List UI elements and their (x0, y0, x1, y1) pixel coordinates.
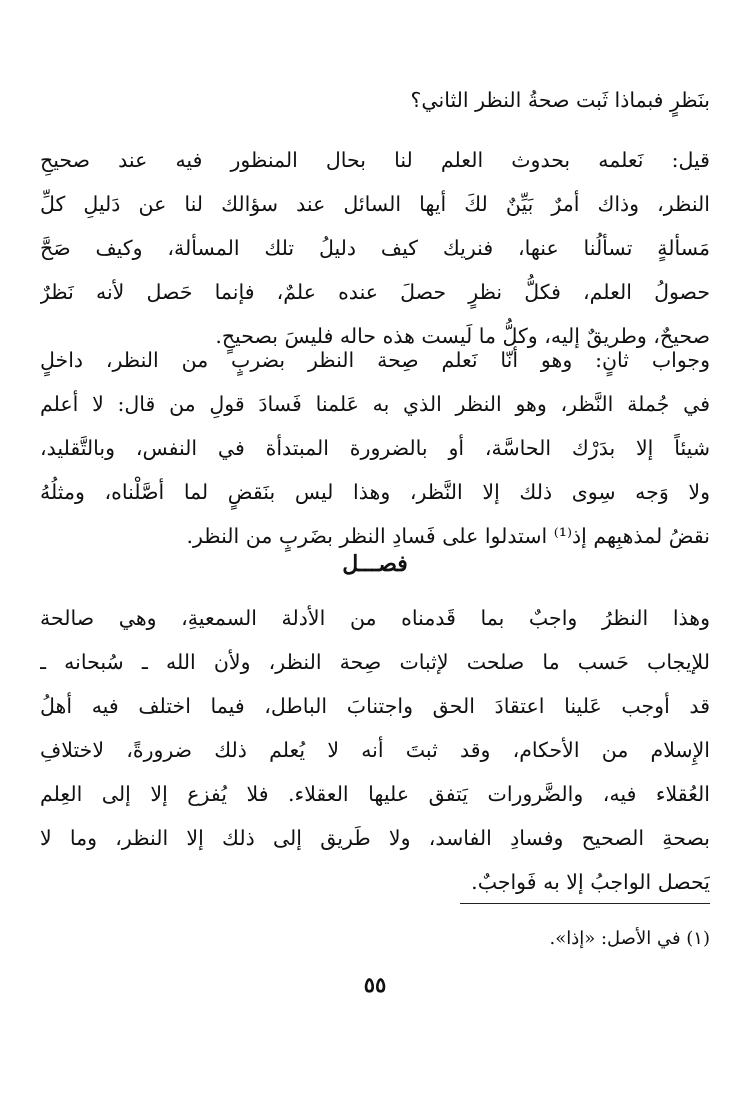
text-line: مَسألةٍ تسألُنا عنها، فنريك كيف دليلُ تلك المسألة، وكيف صَحَّ (40, 236, 710, 260)
page-number: ٥٥ (363, 972, 387, 997)
text-line: قيل: نَعلمه بحدوث العلم لنا بحال المنظور فيه عند صحيحِ (40, 148, 710, 172)
text-line: شيئاً إلا بدَرْك الحاسَّة، أو بالضرورة المبتدأة في النفس، وبالتَّقليد، (40, 436, 710, 460)
text-line: يَحصل الواجبُ إلا به فَواجبٌ. (471, 870, 710, 894)
text-line: في جُملة النَّظر، وهو النظر الذي به عَلمنا فَسادَ قولِ من قال: لا أعلم (40, 392, 710, 416)
footnote: (١) في الأصل: «إذا». (549, 928, 710, 949)
paragraph-2 (40, 138, 710, 358)
text-line: للإيجاب حَسب ما صلحت لإثبات صِحة النظر، ولأن الله ـ سُبحانه ـ (40, 650, 710, 674)
text-line: صحيحٌ، وطريقٌ إليه، وكلُّ ما لَيست هذه حاله فليسَ بصحيحٍ. (215, 324, 710, 348)
text-line: العُقلاء فيه، والضَّرورات يَتفق عليها العقلاء. فلا يُفزع إلا إلى العِلم (40, 782, 710, 806)
footnote-separator (460, 903, 710, 904)
text-line: قد أوجب عَلينا اعتقادَ الحق واجتنابَ الباطل، فيما اختلف فيه أهلُ (40, 694, 710, 718)
paragraph-1 (40, 78, 710, 122)
text-line: بصحةِ الصحيح وفسادِ الفاسد، ولا طَريق إلى ذلك إلا النظر، وما لا (40, 826, 710, 850)
text-line: بنَظرٍ فبماذا ثَبت صحةُ النظر الثاني؟ (410, 88, 710, 112)
section-heading: فصـــل (342, 551, 408, 577)
text-line: ولا وَجه سِوى ذلك إلا النَّظر، وهذا ليس بنَقضٍ لما أصَّلْناه، ومثلُهُ (40, 480, 710, 504)
text-line: وهذا النظرُ واجبٌ بما قَدمناه من الأدلة السمعيةِ، وهي صالحة (40, 606, 710, 630)
paragraph-3 (40, 338, 710, 558)
paragraph-4 (40, 596, 710, 904)
text-line: وجواب ثانٍ: وهو أنّا نَعلم صِحة النظر بضربٍ من النظر، داخلٍ (40, 348, 710, 372)
text-line: الإِسلام من الأحكام، وقد ثبتَ أنه لا يُعلم ذلك ضرورةً، لاختلافِ (40, 738, 710, 762)
text-line: النظر، وذاك أمرٌ بَيِّنٌ لكَ أيها السائل عند سؤالك لنا عن دَليلِ كلِّ (40, 192, 710, 216)
text-line: نقضُ لمذهبِهم إذ⁽¹⁾ استدلوا على فَسادِ النظر بضَربٍ من النظر. (186, 524, 710, 548)
text-line: حصولُ العلم، فكلُّ نظرٍ حصلَ عنده علمٌ، فإنما حَصل لأنه نَظرٌ (40, 280, 710, 304)
